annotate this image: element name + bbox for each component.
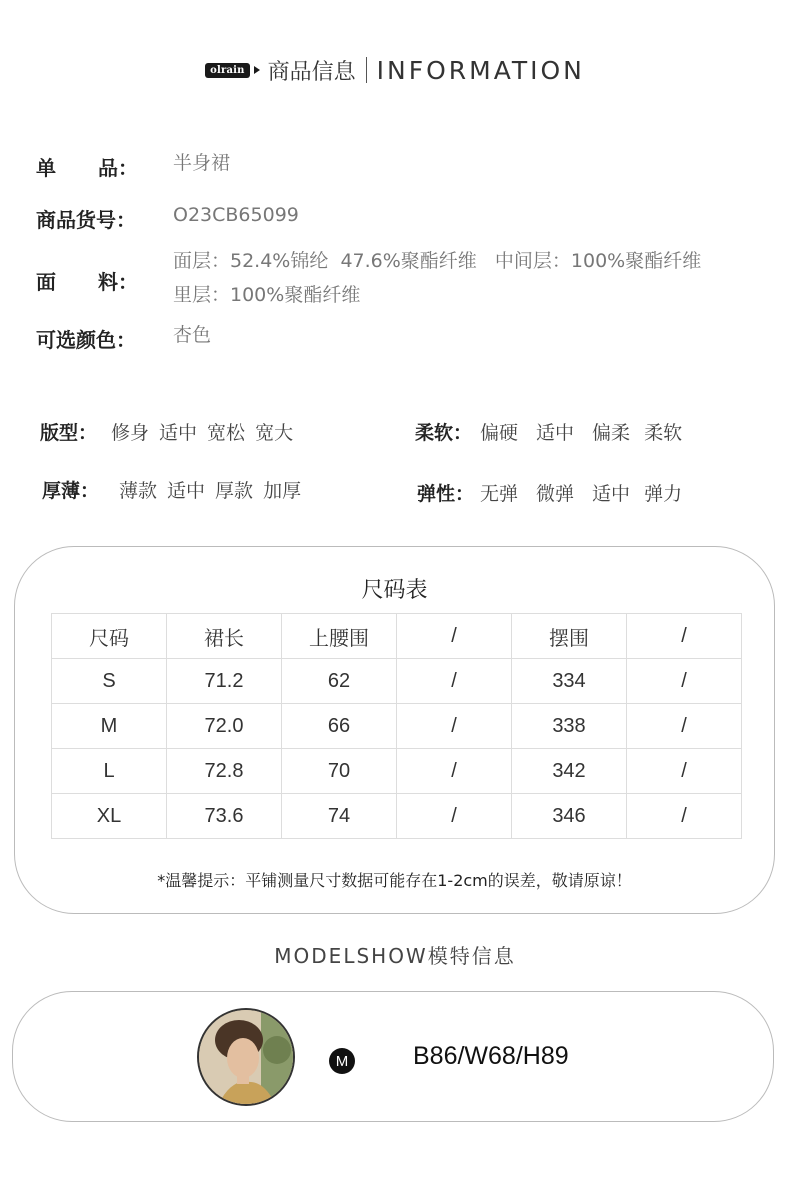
info-row-fabric [36, 244, 701, 312]
table-cell: 342 [512, 749, 627, 794]
fabric-line-2: 里层：100%聚酯纤维 [173, 284, 361, 306]
table-header-cell: / [627, 614, 742, 659]
attr-fit-option: 宽大 [255, 422, 294, 444]
attr-thickness-option: 薄款 [119, 480, 158, 502]
table-cell: / [627, 659, 742, 704]
table-cell: 346 [512, 794, 627, 839]
model-avatar [197, 1008, 295, 1106]
header-title-en: INFORMATION [376, 55, 585, 85]
attr-fit-option: 修身 [111, 422, 150, 444]
table-cell: 338 [512, 704, 627, 749]
table-header-row [52, 614, 742, 659]
attr-fit [40, 418, 303, 445]
header-title-cn: 商品信息 [267, 59, 356, 85]
info-row-item [36, 152, 230, 181]
item-label: 单 品： [36, 156, 138, 180]
table-row [52, 749, 742, 794]
table-cell: / [627, 794, 742, 839]
table-row [52, 794, 742, 839]
table-cell: XL [52, 794, 167, 839]
color-label: 可选颜色： [36, 328, 136, 352]
table-cell: 72.8 [167, 749, 282, 794]
table-header-cell: / [397, 614, 512, 659]
table-cell: 74 [282, 794, 397, 839]
table-cell: / [397, 659, 512, 704]
table-cell: M [52, 704, 167, 749]
table-cell: 62 [282, 659, 397, 704]
fabric-label: 面 料： [36, 270, 138, 294]
table-cell: 71.2 [167, 659, 282, 704]
size-table [51, 613, 742, 839]
attr-softness-option: 适中 [536, 422, 575, 444]
attr-thickness [42, 476, 311, 503]
attr-softness-label: 柔软： [415, 422, 473, 444]
info-row-color [36, 324, 211, 353]
model-size-badge: M [329, 1048, 355, 1074]
attr-fit-option-selected: 宽松 [207, 418, 245, 445]
size-chart-card [14, 546, 775, 914]
item-value: 半身裙 [173, 152, 231, 174]
attr-thickness-option: 加厚 [263, 480, 302, 502]
size-chart-note: *温馨提示：平铺测量尺寸数据可能存在1-2cm的误差，敬请原谅！ [157, 871, 632, 890]
table-cell: / [627, 749, 742, 794]
model-photo-icon [199, 1010, 295, 1106]
attr-thickness-option-selected: 适中 [167, 476, 205, 503]
table-cell: / [397, 749, 512, 794]
attr-softness [415, 418, 692, 445]
attr-fit-option: 适中 [159, 422, 198, 444]
attr-elasticity-option-selected: 无弹 [480, 479, 518, 506]
attr-softness-option: 偏柔 [592, 422, 631, 444]
attr-fit-label: 版型： [40, 422, 98, 444]
sku-label: 商品货号： [36, 208, 136, 232]
table-row [52, 704, 742, 749]
color-value: 杏色 [173, 324, 212, 346]
attr-thickness-label: 厚薄： [42, 480, 100, 502]
attr-elasticity-option: 微弹 [536, 483, 575, 505]
info-header [0, 52, 790, 88]
size-chart-title: 尺码表 [361, 578, 428, 603]
attr-elasticity-option: 适中 [592, 483, 631, 505]
attr-softness-option-selected: 柔软 [644, 418, 682, 445]
table-header-cell: 裙长 [167, 614, 282, 659]
attr-elasticity [417, 479, 692, 506]
sku-value: O23CB65099 [173, 204, 299, 226]
play-triangle-icon [254, 66, 260, 74]
table-cell: / [397, 704, 512, 749]
model-measurements: B86/W68/H89 [413, 1042, 569, 1070]
brand-logo: olrain [205, 63, 250, 78]
table-cell: S [52, 659, 167, 704]
model-section-title: MODELSHOW模特信息 [274, 944, 516, 968]
attr-thickness-option: 厚款 [215, 480, 254, 502]
table-cell: 73.6 [167, 794, 282, 839]
table-cell: 66 [282, 704, 397, 749]
table-cell: 72.0 [167, 704, 282, 749]
table-header-cell: 摆围 [512, 614, 627, 659]
table-header-cell: 尺码 [52, 614, 167, 659]
table-cell: / [627, 704, 742, 749]
fabric-line-1: 面层：52.4%锦纶 47.6%聚酯纤维 中间层：100%聚酯纤维 [173, 250, 702, 272]
attr-elasticity-option: 弹力 [644, 483, 683, 505]
table-cell: 70 [282, 749, 397, 794]
table-cell: 334 [512, 659, 627, 704]
model-card [12, 991, 774, 1122]
table-row [52, 659, 742, 704]
table-header-cell: 上腰围 [282, 614, 397, 659]
table-cell: / [397, 794, 512, 839]
attr-softness-option: 偏硬 [480, 422, 519, 444]
info-row-sku [36, 204, 299, 233]
header-divider [366, 57, 367, 83]
attr-elasticity-label: 弹性： [417, 483, 475, 505]
table-cell: L [52, 749, 167, 794]
